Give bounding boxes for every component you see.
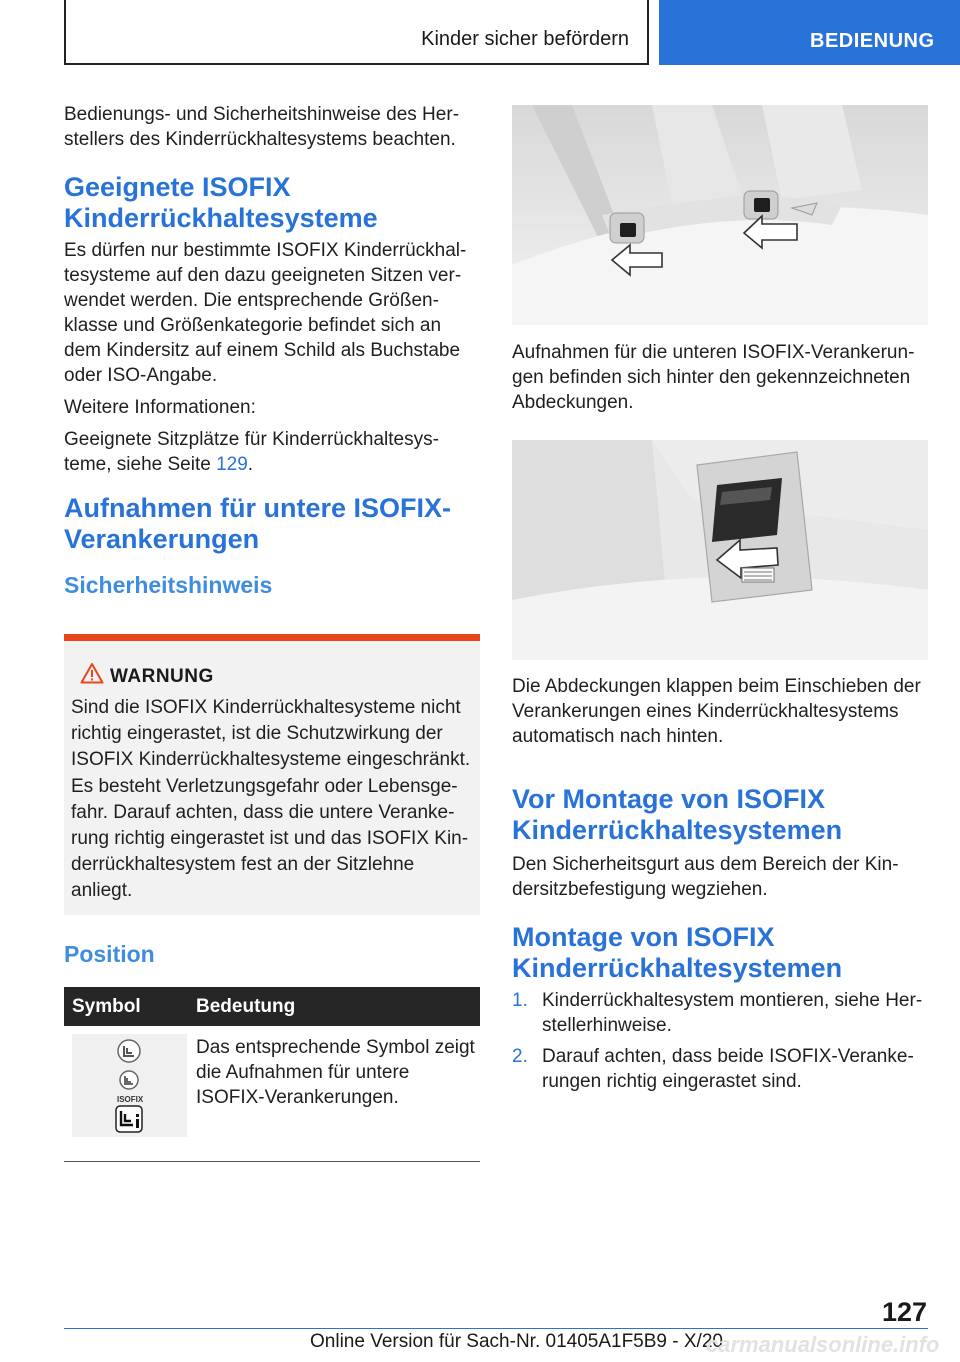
suitable-systems-paragraph: Es dürfen nur bestimmte ISOFIX Kinderrückhaltesysteme auf den dazu geeigneten Sitzen verwendet werden. Die entsprechende Größenklasse und Größenkategorie befindet sich an dem Kindersitz auf einem Schild als Buchstabe oder ISO-Angabe. <box>64 240 467 386</box>
photo-cover-detail <box>512 440 928 660</box>
warning-text: Sind die ISOFIX Kinderrückhaltesysteme nicht richtig eingerastet, ist die Schutzwirkung der ISOFIX Kinderrückhaltesysteme eingeschränkt. Es besteht Verletzungsgefahr oder Lebensgefahr. Darauf achten, dass die untere Verankerung richtig eingerastet ist und das ISOFIX Kinderrückhaltesystem fest an der Sitzlehne anliegt. <box>71 697 471 902</box>
table-bottom-rule <box>64 1161 480 1162</box>
table-header-symbol: Symbol <box>72 996 141 1017</box>
isofix-icon-label: ISOFIX <box>117 1095 144 1104</box>
more-info-label: Weitere Informationen: <box>64 397 256 418</box>
warning-box <box>64 634 480 915</box>
header-section-box <box>64 0 649 65</box>
photo1-caption: Aufnahmen für die unteren ISOFIX-Verankerungen befinden sich hinter den gekennzeichneten Abdeckungen. <box>512 342 915 413</box>
photo2-caption: Die Abdeckungen klappen beim Einschieben der Verankerungen eines Kinderrückhaltesystems automatisch nach hinten. <box>512 676 921 747</box>
right-text-section <box>512 784 928 1100</box>
symbol-cell <box>72 1034 187 1137</box>
heading-before-installation: Vor Montage von ISOFIX Kinderrückhaltesystemen <box>512 784 843 845</box>
step-text: Darauf achten, dass beide ISOFIX-Verankerungen richtig eingerastet sind. <box>542 1046 914 1092</box>
heading-installation: Montage von ISOFIX Kinderrückhaltesystemen <box>512 922 843 983</box>
before-installation-paragraph: Den Sicherheitsgurt aus dem Bereich der Kindersitzbefestigung wegziehen. <box>512 854 899 900</box>
isofix-seat-icon <box>72 1034 187 1137</box>
seats-reference-text: Geeignete Sitzplätze für Kinderrückhaltesysteme, siehe Seite <box>64 429 439 475</box>
warning-title: WARNUNG <box>110 666 214 687</box>
page-link-129[interactable]: 129 <box>216 454 248 475</box>
seats-reference-end: . <box>247 454 254 475</box>
step-text: Kinderrückhaltesystem montieren, siehe Herstellerhinweise. <box>542 990 923 1036</box>
heading-safety-note: Sicherheitshinweis <box>64 572 273 598</box>
chapter-title: BEDIENUNG <box>810 30 935 52</box>
list-item <box>512 1044 928 1094</box>
left-column <box>64 102 480 599</box>
installation-steps <box>512 988 928 1094</box>
watermark: carmanualsonline.info <box>706 1332 940 1357</box>
rear-seat-covers-image <box>512 105 928 325</box>
cover-flap-image <box>512 440 928 660</box>
table-header-row <box>64 987 480 1026</box>
seats-reference-paragraph <box>64 427 480 477</box>
list-item <box>512 988 928 1038</box>
table-row-description: Das entsprechende Symbol zeigt die Aufnahmen für untere ISOFIX-Verankerungen. <box>196 1037 475 1108</box>
chapter-tab[interactable] <box>659 0 960 65</box>
heading-suitable-systems: Geeignete ISOFIX Kinderrückhaltesysteme <box>64 172 378 233</box>
page-number: 127 <box>881 1297 927 1327</box>
symbol-table <box>64 987 480 1108</box>
photo-isofix-covers <box>512 105 928 325</box>
table-header-meaning: Bedeutung <box>196 996 296 1017</box>
footer-online-version: Online Version für Sach-Nr. 01405A1F5B9 - X/20 <box>310 1331 723 1352</box>
footer-rule <box>64 1328 928 1329</box>
step-number: 1. <box>512 990 528 1011</box>
heading-lower-anchors: Aufnahmen für untere ISOFIX-Verankerungen <box>64 493 452 554</box>
section-title: Kinder sicher befördern <box>421 28 629 50</box>
heading-position: Position <box>64 941 155 967</box>
warning-triangle-icon <box>80 662 104 684</box>
intro-paragraph: Bedienungs- und Sicherheitshinweise des Herstellers des Kinderrückhaltesystems beachten. <box>64 104 460 150</box>
step-number: 2. <box>512 1046 528 1067</box>
